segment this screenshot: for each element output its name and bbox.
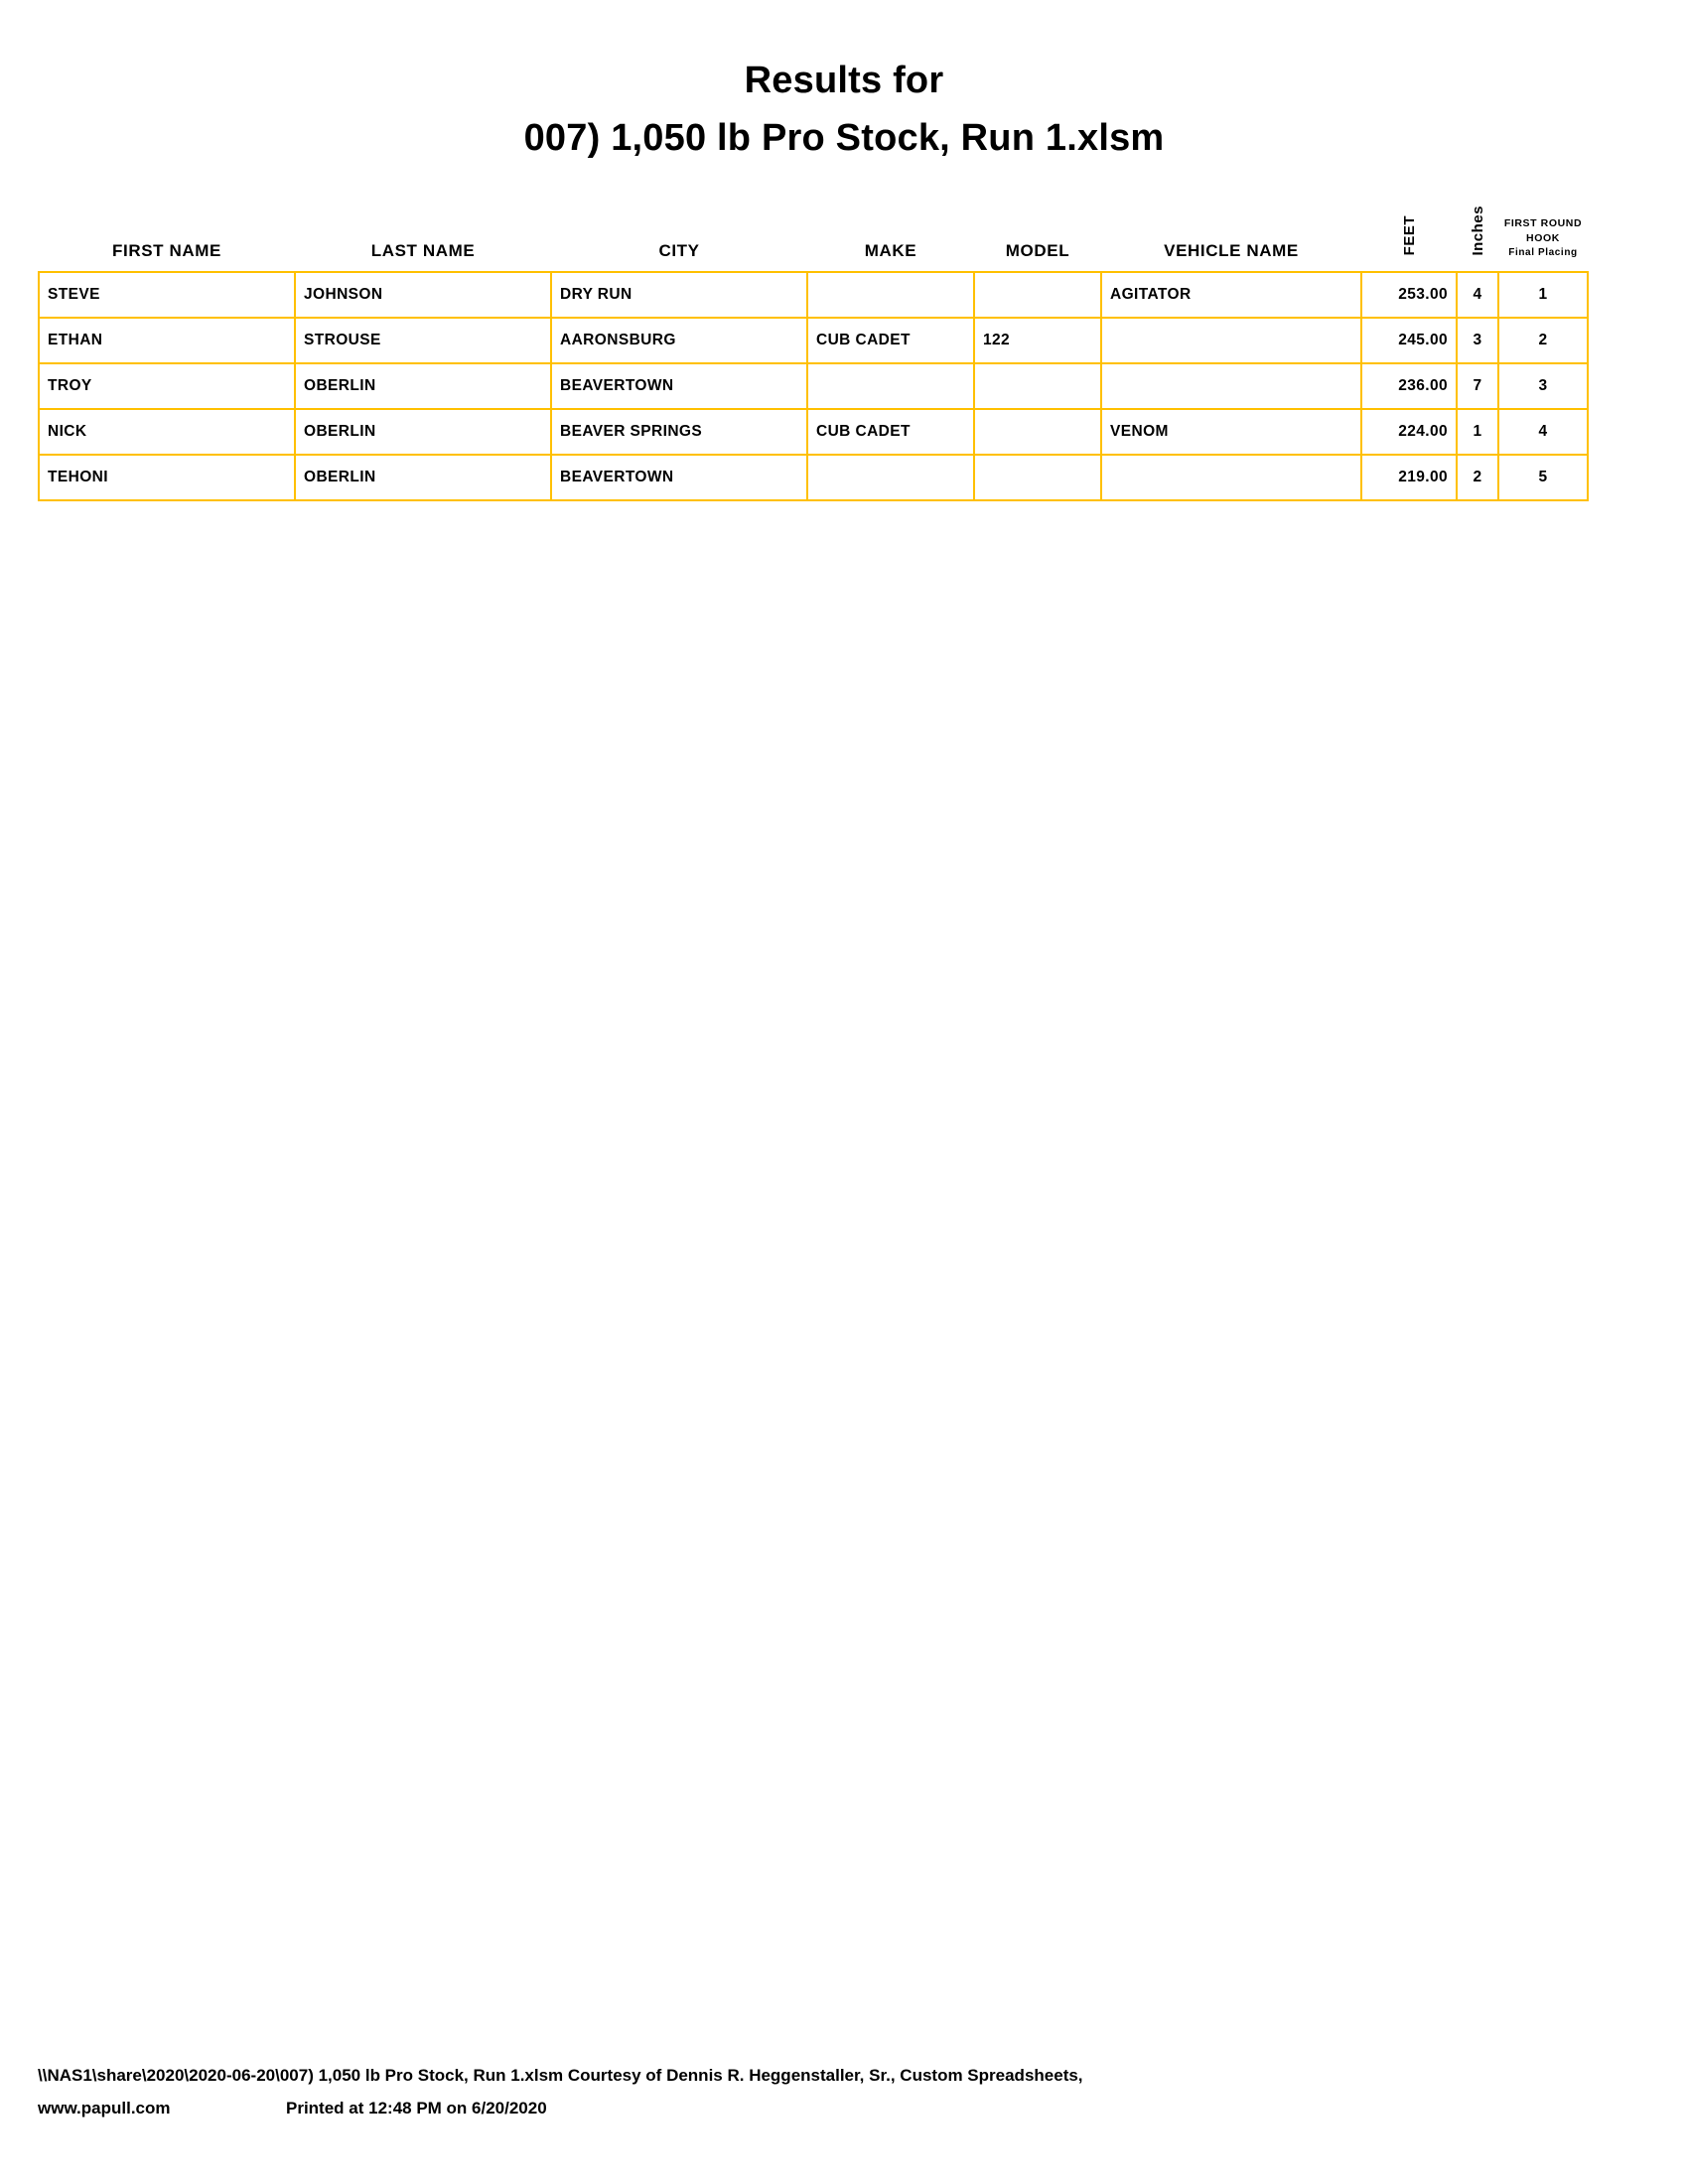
column-header-inches <box>1457 205 1498 272</box>
cell-make <box>807 455 974 500</box>
cell-model: 122 <box>974 318 1101 363</box>
cell-last-name: OBERLIN <box>295 409 551 455</box>
results-table-wrapper <box>38 205 1650 501</box>
cell-last-name: OBERLIN <box>295 455 551 500</box>
cell-vehicle-name: VENOM <box>1101 409 1361 455</box>
column-header-first-name: FIRST NAME <box>112 240 221 260</box>
column-header-inches-label: Inches <box>1469 205 1486 256</box>
cell-last-name: STROUSE <box>295 318 551 363</box>
cell-city: DRY RUN <box>551 272 807 318</box>
column-header-city: CITY <box>658 240 700 260</box>
cell-feet: 219.00 <box>1361 455 1457 500</box>
table-row <box>39 318 1588 363</box>
cell-first-name: NICK <box>39 409 295 455</box>
final-placing-line-1: FIRST ROUND <box>1503 216 1583 229</box>
footer-path-line: \\NAS1\share\2020\2020-06-20\007) 1,050 lb Pro Stock, Run 1.xlsm Courtesy of Dennis R. Heggenstaller, Sr., Custom Spreadsheets, <box>38 2066 1083 2086</box>
cell-vehicle-name <box>1101 455 1361 500</box>
cell-inches: 1 <box>1457 409 1498 455</box>
footer-website-link[interactable]: www.papull.com <box>38 2098 171 2117</box>
column-header-model: MODEL <box>1005 240 1070 260</box>
cell-inches: 4 <box>1457 272 1498 318</box>
cell-make: CUB CADET <box>807 318 974 363</box>
cell-vehicle-name: AGITATOR <box>1101 272 1361 318</box>
column-header-final-placing <box>1498 205 1588 272</box>
table-row <box>39 363 1588 409</box>
header-row <box>39 205 1588 272</box>
cell-first-name: TROY <box>39 363 295 409</box>
cell-vehicle-name <box>1101 363 1361 409</box>
cell-final-placing: 3 <box>1498 363 1588 409</box>
document-title-block <box>0 0 1688 162</box>
cell-final-placing: 1 <box>1498 272 1588 318</box>
cell-make <box>807 363 974 409</box>
cell-final-placing: 2 <box>1498 318 1588 363</box>
table-row <box>39 409 1588 455</box>
final-placing-line-3: Final Placing <box>1508 247 1578 259</box>
column-header-vehicle-name: VEHICLE NAME <box>1164 240 1299 260</box>
cell-inches: 7 <box>1457 363 1498 409</box>
cell-first-name: TEHONI <box>39 455 295 500</box>
cell-model <box>974 455 1101 500</box>
cell-feet: 253.00 <box>1361 272 1457 318</box>
cell-final-placing: 4 <box>1498 409 1588 455</box>
cell-model <box>974 409 1101 455</box>
cell-city: BEAVERTOWN <box>551 363 807 409</box>
cell-feet: 224.00 <box>1361 409 1457 455</box>
cell-last-name: JOHNSON <box>295 272 551 318</box>
cell-last-name: OBERLIN <box>295 363 551 409</box>
cell-feet: 245.00 <box>1361 318 1457 363</box>
cell-first-name: STEVE <box>39 272 295 318</box>
column-header-feet-label: FEET <box>1400 215 1418 256</box>
cell-city: AARONSBURG <box>551 318 807 363</box>
cell-city: BEAVER SPRINGS <box>551 409 807 455</box>
cell-city: BEAVERTOWN <box>551 455 807 500</box>
document-footer <box>38 2060 1626 2124</box>
cell-feet: 236.00 <box>1361 363 1457 409</box>
cell-vehicle-name <box>1101 318 1361 363</box>
results-table-body <box>39 272 1588 500</box>
results-table <box>38 205 1589 501</box>
page-title-line-2: 007) 1,050 lb Pro Stock, Run 1.xlsm <box>523 116 1165 159</box>
final-placing-line-2: HOOK <box>1526 231 1560 244</box>
cell-make <box>807 272 974 318</box>
cell-make: CUB CADET <box>807 409 974 455</box>
cell-model <box>974 363 1101 409</box>
table-row <box>39 272 1588 318</box>
cell-inches: 3 <box>1457 318 1498 363</box>
cell-model <box>974 272 1101 318</box>
footer-printed-timestamp: Printed at 12:48 PM on 6/20/2020 <box>286 2098 547 2117</box>
footer-second-line <box>38 2093 1626 2124</box>
table-row <box>39 455 1588 500</box>
column-header-last-name: LAST NAME <box>370 240 476 260</box>
results-table-head <box>39 205 1588 272</box>
cell-inches: 2 <box>1457 455 1498 500</box>
cell-final-placing: 5 <box>1498 455 1588 500</box>
page-title-line-1: Results for <box>744 60 944 101</box>
cell-first-name: ETHAN <box>39 318 295 363</box>
column-header-make: MAKE <box>864 240 917 260</box>
column-header-feet <box>1361 205 1457 272</box>
final-placing-heading-stack <box>1502 216 1584 261</box>
